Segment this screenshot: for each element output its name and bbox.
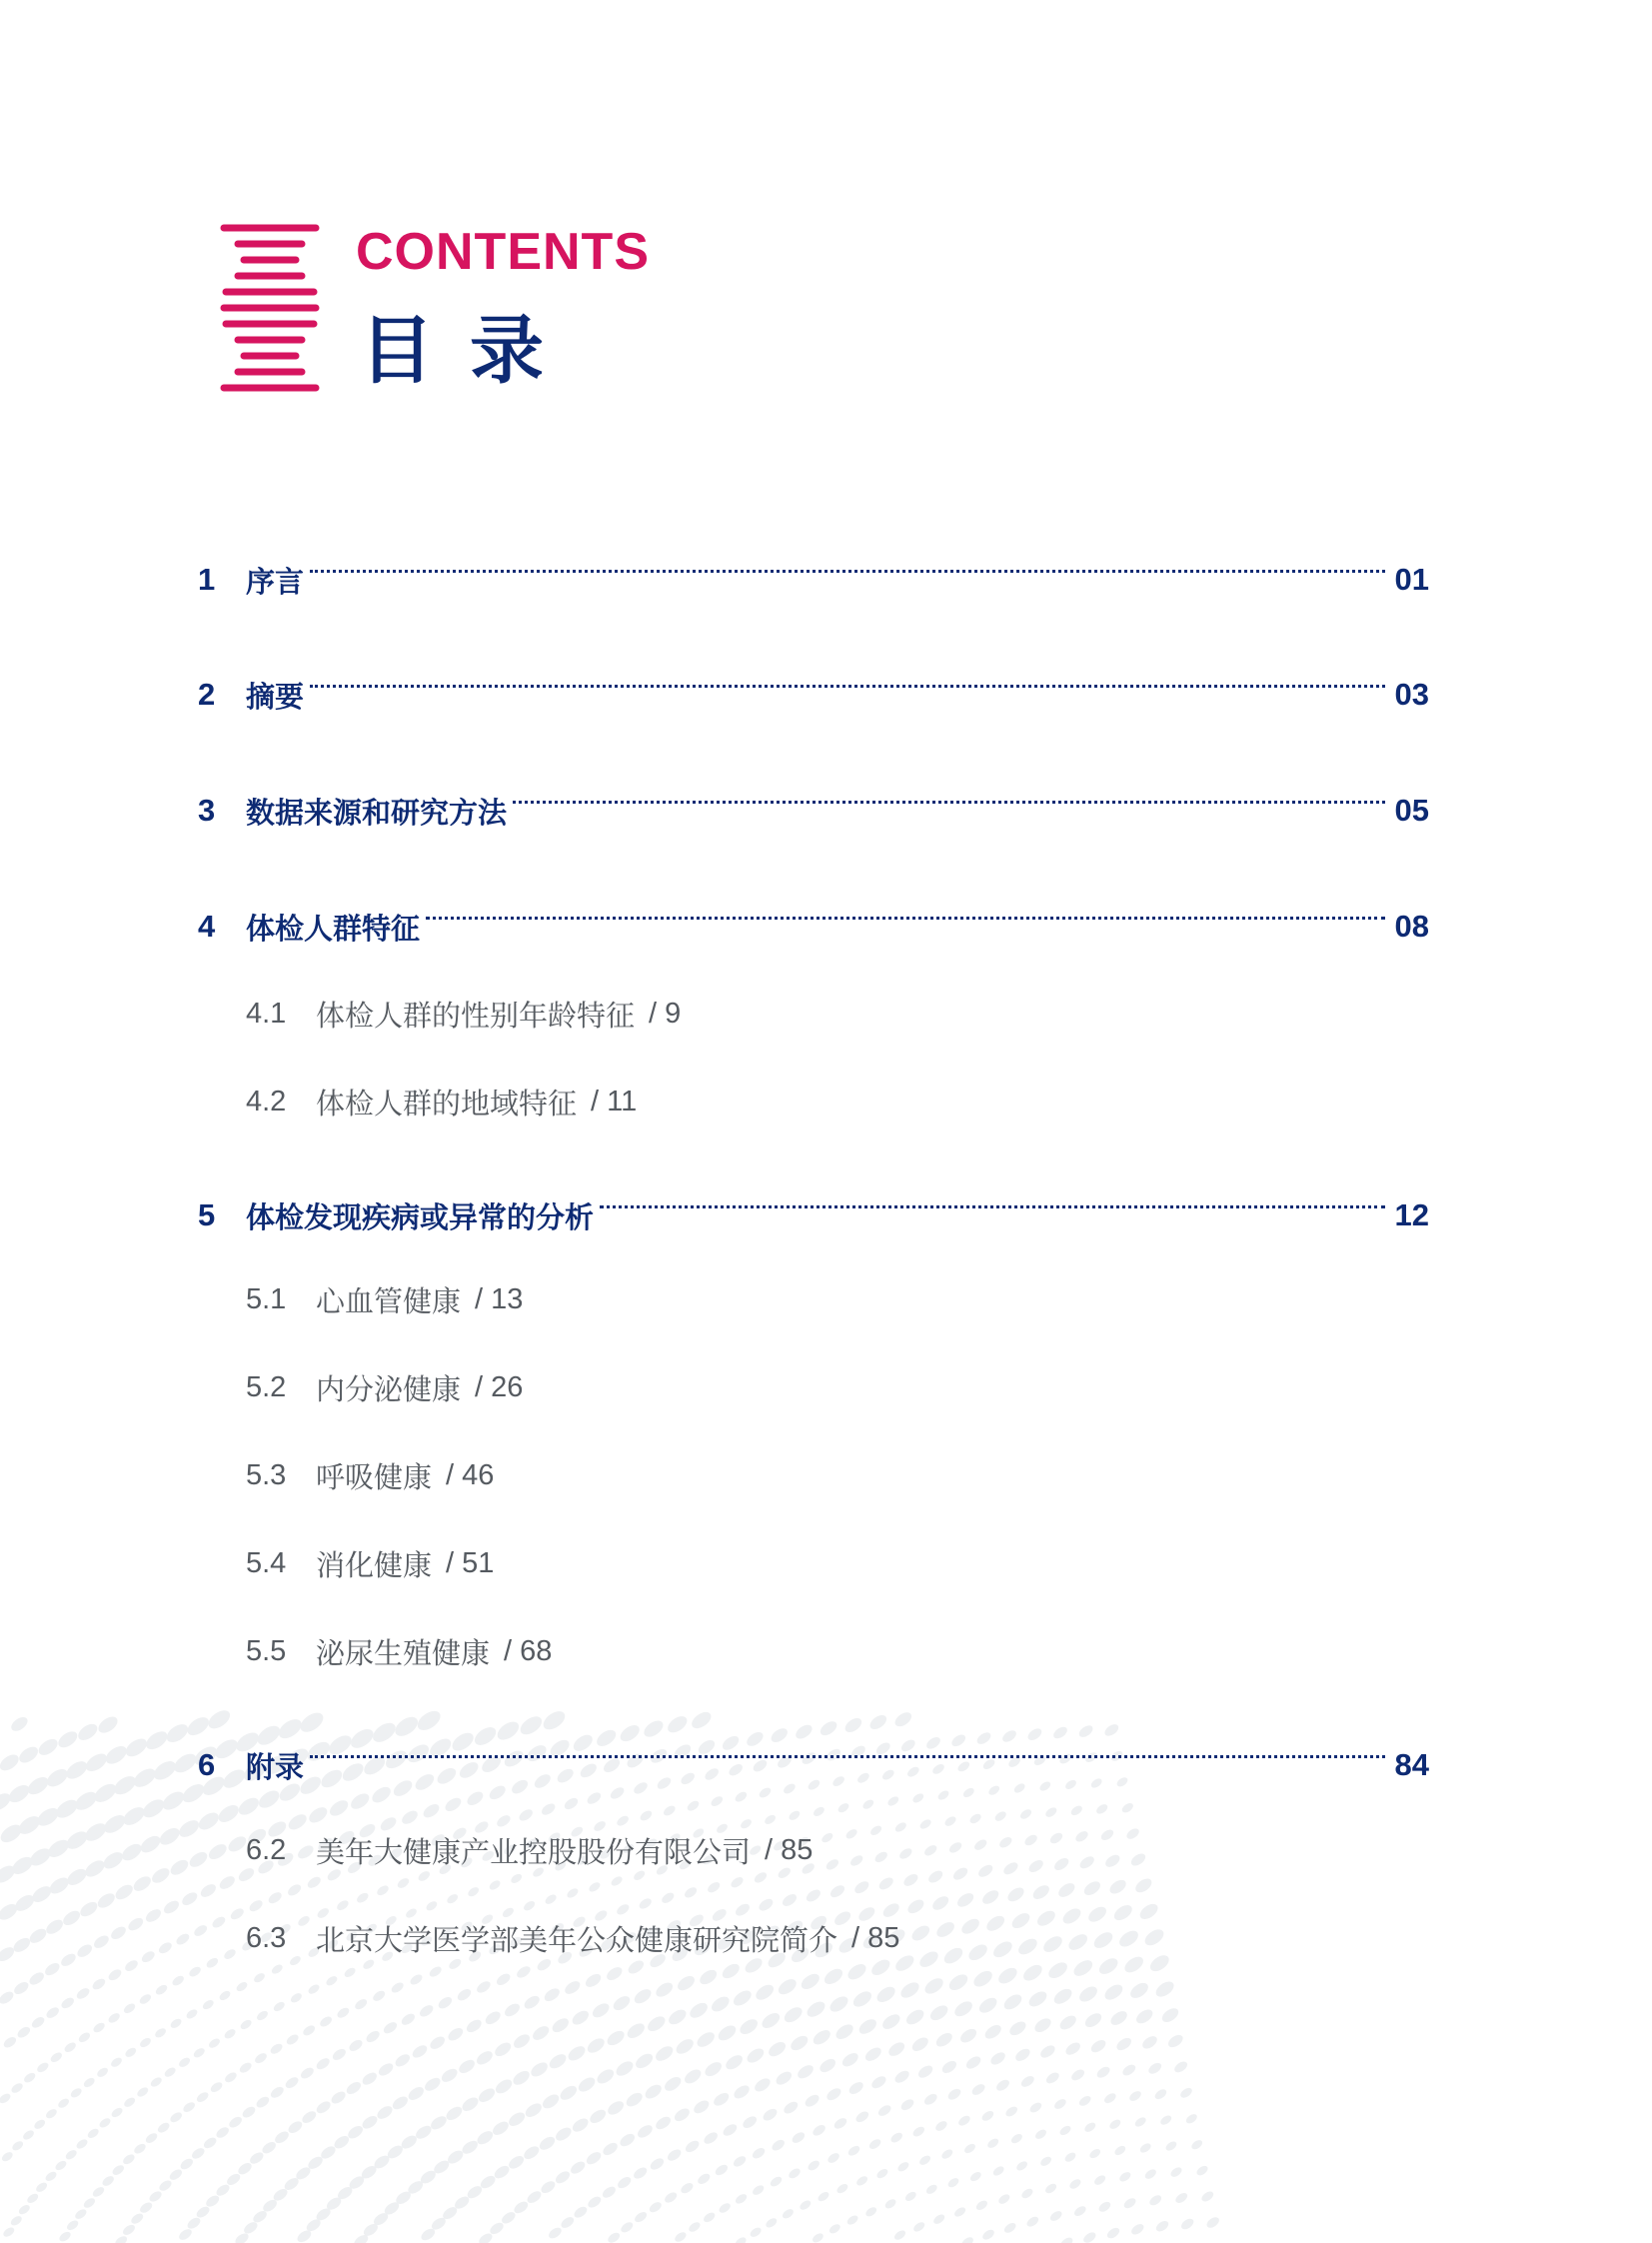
- toc-entry-title: 摘要: [246, 679, 305, 714]
- toc-entry-page: 01: [1394, 562, 1429, 597]
- toc-entry-5[interactable]: [198, 1190, 1429, 1240]
- toc-subentry-page: / 68: [504, 1634, 553, 1667]
- toc-entry-title: 附录: [246, 1749, 305, 1784]
- toc-subentry-number: 6.2: [246, 1833, 287, 1866]
- toc-subentry-number: 5.4: [246, 1546, 287, 1579]
- dotted-leader: [310, 685, 1385, 688]
- toc-subentry-page: / 46: [446, 1458, 495, 1491]
- toc-subentry-6-2[interactable]: [246, 1825, 813, 1875]
- toc-entry-page: 05: [1394, 793, 1429, 828]
- toc-subentry-page: / 85: [851, 1921, 900, 1954]
- toc-entry-title: 序言: [246, 564, 305, 599]
- toc-entry-1[interactable]: [198, 555, 1429, 605]
- toc-subentry-5-5[interactable]: [246, 1626, 552, 1676]
- toc-subentry-title: 美年大健康产业控股股份有限公司: [316, 1834, 752, 1869]
- toc-entry-number: 6: [198, 1747, 216, 1782]
- toc-entry-title: 体检发现疾病或异常的分析: [246, 1199, 595, 1234]
- toc-entry-page: 12: [1394, 1197, 1429, 1232]
- toc-entry-number: 1: [198, 562, 216, 597]
- dotted-leader: [600, 1205, 1385, 1208]
- toc-subentry-number: 5.5: [246, 1634, 287, 1667]
- toc-entry-page: 03: [1394, 677, 1429, 712]
- toc-entry-page: 08: [1394, 909, 1429, 944]
- toc-entry-number: 5: [198, 1197, 216, 1232]
- toc-subentry-page: / 13: [475, 1282, 524, 1315]
- toc-entry-title: 数据来源和研究方法: [246, 795, 508, 830]
- toc-subentry-page: / 11: [591, 1085, 638, 1118]
- dotted-leader: [426, 917, 1385, 920]
- toc-subentry-number: 4.2: [246, 1085, 287, 1118]
- toc-subentry-page: / 85: [765, 1833, 814, 1866]
- toc-subentry-4-2[interactable]: [246, 1077, 637, 1126]
- toc-entry-3[interactable]: [198, 786, 1429, 836]
- toc-subentry-title: 消化健康: [316, 1547, 433, 1582]
- toc-subentry-title: 体检人群的性别年龄特征: [316, 998, 636, 1033]
- toc-subentry-title: 心血管健康: [316, 1283, 462, 1318]
- toc-subentry-number: 4.1: [246, 997, 287, 1030]
- toc-subentry-title: 泌尿生殖健康: [316, 1635, 491, 1670]
- toc-entry-number: 2: [198, 677, 216, 712]
- toc-entry-6[interactable]: [198, 1740, 1429, 1790]
- contents-heading: CONTENTS: [356, 223, 650, 281]
- toc-subentry-6-3[interactable]: [246, 1913, 899, 1963]
- toc-subentry-number: 6.3: [246, 1921, 287, 1954]
- toc-subentry-4-1[interactable]: [246, 989, 681, 1039]
- toc-subentry-title: 内分泌健康: [316, 1371, 462, 1406]
- toc-subentry-number: 5.2: [246, 1370, 287, 1403]
- toc-subentry-page: / 26: [475, 1370, 524, 1403]
- toc-subentry-page: / 9: [649, 997, 682, 1030]
- toc-subentry-5-4[interactable]: [246, 1538, 494, 1588]
- toc-subentry-title: 呼吸健康: [316, 1459, 433, 1494]
- toc-subentry-page: / 51: [446, 1546, 495, 1579]
- dotted-leader: [310, 570, 1385, 573]
- toc-entry-2[interactable]: [198, 670, 1429, 720]
- toc-subentry-number: 5.1: [246, 1282, 287, 1315]
- contents-heading-cn: 目录: [360, 308, 580, 394]
- dotted-leader: [513, 801, 1385, 804]
- dotted-leader: [310, 1755, 1385, 1758]
- toc-subentry-title: 体检人群的地域特征: [316, 1086, 578, 1121]
- toc-entry-number: 3: [198, 793, 216, 828]
- toc-subentry-5-3[interactable]: [246, 1450, 494, 1500]
- toc-subentry-5-2[interactable]: [246, 1362, 523, 1412]
- toc-entry-page: 84: [1394, 1747, 1429, 1782]
- toc-entry-4[interactable]: [198, 902, 1429, 952]
- toc-subentry-5-1[interactable]: [246, 1274, 523, 1324]
- toc-entry-number: 4: [198, 909, 216, 944]
- toc-subentry-number: 5.3: [246, 1458, 287, 1491]
- toc-subentry-title: 北京大学医学部美年公众健康研究院简介: [316, 1922, 838, 1957]
- toc-entry-title: 体检人群特征: [246, 911, 421, 946]
